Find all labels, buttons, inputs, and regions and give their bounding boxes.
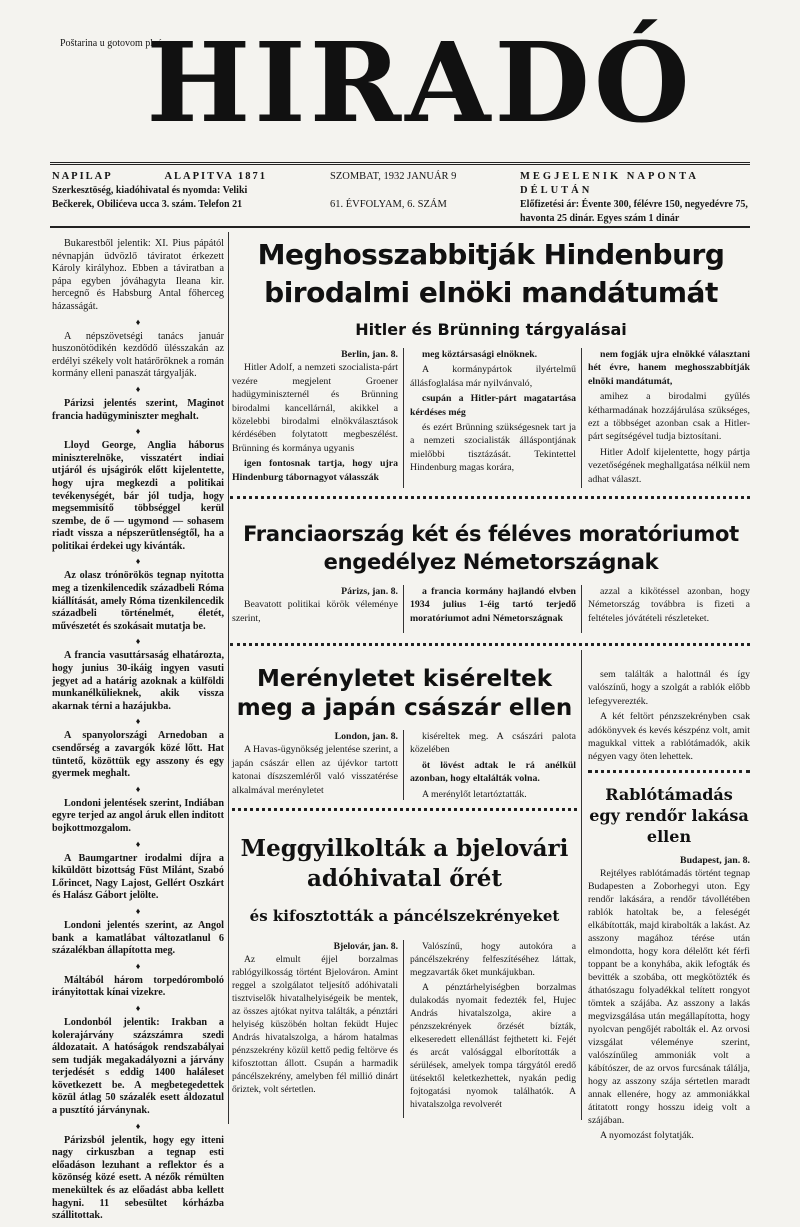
alapitva-label: ALAPITVA 1871: [164, 171, 267, 182]
article-paragraph: kiséreltek meg. A császári palota közelében: [410, 731, 576, 756]
brief-item: Londonból jelentik: Irakban a kolerajárvány százszámra szedi áldozatait. A hatóságok rendszabályai sem tudják megakadályozni a járvány terjedését s eddig 1400 haláleset következett be. A megbetegedettek közül átlag 50 százalék esett áldozatul a pusztító járványnak.: [52, 1016, 224, 1117]
bjelovar-headline: Meggyilkolták a bjelovári adóhivatal őrét: [240, 835, 569, 892]
header-left: [52, 170, 282, 212]
header-rule-top: [50, 162, 750, 165]
hindenburg-subhead: Hitler és Brünning tárgyalásai: [355, 320, 627, 339]
rablo-continued: [588, 668, 750, 766]
masthead-title: HIRADÓ: [146, 18, 694, 147]
article-paragraph: amihez a birodalmi gyűlés kétharmadának hozzájárulása szükséges, ezt a többséget azonban csak a Hitler-párt segítségével tudja biztosítani.: [588, 391, 750, 443]
article-paragraph: a francia kormány hajlandó elvben 1934 julius 1-éig tartó terjedő moratóriumot adni Németországnak: [410, 586, 576, 624]
japan-col1: [232, 730, 398, 799]
brief-item: A francia vasuttársaság elhatározta, hogy junius 30-ikáig ingyen vasuti jegyet ad a határig azoknak a külföldi munkanélkülieknek, akik vissza akarnak térni a hazájukba.: [52, 650, 224, 712]
bjelovar-dateline: Bjelovár, jan. 8.: [333, 941, 398, 952]
japan-col2: [410, 730, 576, 803]
article-paragraph: sem találták a halottnál és így valószínű, hogy a szolgát a rablók előbb lefegyverezték.: [588, 669, 750, 707]
hindenburg-headline: Meghosszabbitják Hindenburg birodalmi elnöki mandátumát: [257, 238, 725, 309]
brief-item: Párizsi jelentés szerint, Maginot francia hadügyminiszter meghalt.: [52, 397, 224, 422]
moratorium-dateline: Párizs, jan. 8.: [341, 586, 398, 597]
moratorium-col3: [588, 585, 750, 627]
subscription-price: Előfizetési ár: Évente 300, félévre 150, negyedévre 75, havonta 25 dinár. Egyes szám 1 dinár: [520, 199, 748, 224]
column-divider: [403, 940, 404, 1118]
napilap-label: NAPILAP: [52, 171, 113, 182]
article-paragraph: A két feltört pénzszekrényben csak adókönyvek és kevés készpénz volt, amit magukkal vittek a rablótámadók, akik négyen vagy öten lehettek.: [588, 711, 750, 763]
bjelovar-col1: [232, 940, 398, 1098]
rablo-dateline: Budapest, jan. 8.: [680, 855, 750, 866]
article-paragraph: Hitler Adolf, a nemzeti szocialista-párt vezére megjelent Groener hadügyminiszternél és Brünning birodalmi kancellárnál, akikkel a közelebbi birodalmi elnökválasztások kérdésében folytatott megbeszélést. Brünning és kormánya ugyanis: [232, 362, 398, 454]
article-paragraph: nem fogják ujra elnökké választani hét évre, hanem meghosszabbítják elnöki mandátumát,: [588, 349, 750, 387]
article-paragraph: és ezért Brünning szükségesnek tart ja a nemzeti szocialisták álláspontjának mielőbbi tisztázását. Tekintettel Hindenburg magas korára,: [410, 422, 576, 474]
moratorium-col2: [410, 585, 576, 627]
hindenburg-col1: [232, 348, 398, 486]
brief-item: Máltából három torpedóromboló irányitottak kínai vizekre.: [52, 974, 224, 999]
editorial-address: Szerkesztöség, kiadóhivatal és nyomda: Veliki Bečkerek, Obilićeva ucca 3. szám. Telefon 21: [52, 185, 248, 210]
header-rule-bottom: [50, 226, 750, 228]
section-divider: [230, 496, 750, 503]
moratorium-col1: [232, 585, 398, 627]
brief-item: A Baumgartner irodalmi díjra a kiküldött bizottság Füst Milánt, Szabó Lőrincet, Nagy Lajost, Gellért Oszkárt és Halász Gábort jelölte.: [52, 852, 224, 902]
brief-item: Londoni jelentés szerint, az Angol bank a kamatlábat változatlanul 6 százalékban állapította meg.: [52, 919, 224, 957]
article-paragraph: Hitler Adolf kijelentette, hogy pártja vezetőségének meghallgatása nélkül nem adhat választ.: [588, 446, 750, 485]
article-paragraph: öt lövést adtak le rá anélkül azonban, hogy eltalálták volna.: [410, 759, 576, 785]
article-paragraph: A merénylőt letartóztatták.: [422, 788, 527, 800]
japan-dateline: London, jan. 8.: [334, 731, 398, 742]
news-brief-column: Bukarestből jelentik: XI. Pius pápától névnapján üdvözlő táviratot érkezett Károly királyhoz. Ebben a táviratban a pápa egyben jóváhagyta Ileana kir. hercegnő és Habsburg Antal főherceg házasságát. ♦ A népszövetségi tanács január huszonötödikén kezdődő ülésszakán az erdélyi székely volt határőröknek a román kormány elleni panaszát tárgyalják. ♦ Párizsi jelentés szerint, Maginot francia hadügyminiszter meghalt. ♦ Lloyd George, Anglia háborus miniszterelnöke, visszatért indiai utjáról és ujságirók előtt kijelentette, hogy ujra megkezdi a politikai tevékenységét, bár jól tudja, hogy megsemmisítő többséggel kerül szembe, de ő — ugymond — sohasem riadt vissza a népszerütlenségtől, ha a politikai érdekei ugy kivánták. ♦ Az olasz trónörökös tegnap nyitotta meg a tizenkilencedik századbeli Róma kiállítását, amely Róma tizenkilencedik századbeli történelmét, életét, művészetét és szokásait mutatja be. ♦ A francia vasuttársaság elhatározta, hogy junius 30-ikáig ingyen vasuti jegyet ad a határig azoknak a külföldi munkanélkülieknek, akik vissza akarnak térni a hazájukba. ♦ A spanyolországi Arnedoban a csendőrség a zavargók közé lőtt. Hat tüntető, közöttük egy asszony és egy gyermek meghalt. ♦ Londoni jelentések szerint, Indiában egyre terjed az angol áruk ellen inditott bojkottmozgalom. ♦ A Baumgartner irodalmi díjra a kiküldött bizottság Füst Milánt, Szabó Lőrincet, Nagy Lajost, Gellért Oszkárt és Halász Gábort jelölte. ♦ Londoni jelentés szerint, az Angol bank a kamatlábat változatlanul 6 százalékban állapította meg. ♦ Máltából három torpedóromboló irányitottak kínai vizekre. ♦ Londonból jelentik: Irakban a kolerajárvány százszámra szedi áldozatait. A hatóságok rendszabályai sem tudják megakadályozni a járvány terjedését s eddig 1400 haláleset következett be. A megbetegedettek közül átlag 50 százalék esett áldozatul a pusztító járványnak. ♦ Párizsból jelentik, hogy egy itteni nagy cirkuszban a tegnap esti előadáson lezuhant a reflektor és a közönség közé esett. A nézők rémülten menekültek és az előadást abba kellett hagyni. 11 sebesültet kórházba szállitottak.: [52, 238, 224, 1222]
section-divider: [230, 643, 750, 650]
article-paragraph: Beavatott politikai körök véleménye szerint,: [232, 599, 398, 624]
brief-item: Lloyd George, Anglia háborus miniszterelnöke, visszatért indiai utjáról és ujságirók előtt kijelentette, hogy ujra megkezdi a politikai tevékenységét, bár jól tudja, hogy megsemmisítő többséggel kerül szembe, de ő — ugymond — sohasem riadt vissza a népszerütlenségtől, ha a politikai érdekei ugy kivánták.: [52, 440, 224, 552]
article-paragraph: A pénztárhelyiségben borzalmas dulakodás nyomait fedezték fel, Hujec András hivatalszolga, akire a pénzszekrények őrzését bízták, elkeseredett ellenállást fejthetett ki. Fejét és arcát valósággal elborították a sérülések, amelyek tompa tárgyától eredő ütésektől keletkezhettek, nyakán pedig fojtogatási nyomok találhatók. A hivatalszolga revolverét: [410, 982, 576, 1110]
article-paragraph: meg köztársasági elnöknek.: [422, 349, 538, 360]
right-column-divider: [581, 650, 582, 1120]
brief-item: A spanyolországi Arnedoban a csendőrség a zavargók közé lőtt. Hat tüntető, közöttük egy asszony és egy gyermek meghalt.: [52, 730, 224, 780]
article-paragraph: A nyomozást folytatják.: [600, 1130, 694, 1141]
section-divider: [232, 808, 577, 815]
column-divider: [581, 585, 582, 633]
article-paragraph: csupán a Hitler-párt magatartása kérdéses még: [410, 393, 576, 418]
brief-item: Bukarestből jelentik: XI. Pius pápától névnapján üdvözlő táviratot érkezett Károly királyhoz. Ebben a táviratban a pápa egyben jóváhagyta Ileana kir. hercegnő és Habsburg Antal főherceg házasságát.: [52, 238, 224, 312]
issue-date: SZOMBAT, 1932 JANUÁR 9: [330, 171, 457, 182]
hindenburg-dateline: Berlin, jan. 8.: [341, 349, 398, 360]
article-paragraph: Valószínű, hogy autokóra a páncélszekrény felfeszítéséhez láttak, megzavarták őket munkájukban.: [410, 941, 576, 978]
rablo-headline: Rablótámadás egy rendőr lakása ellen: [589, 785, 749, 846]
issue-volume: 61. ÉVFOLYAM, 6. SZÁM: [330, 199, 447, 210]
bjelovar-subhead: és kifosztották a páncélszekrényeket: [249, 907, 560, 925]
header-center: [330, 170, 490, 212]
megjelenik-label: MEGJELENIK NAPONTA DÉLUTÁN: [520, 171, 699, 196]
column-divider: [581, 348, 582, 488]
bjelovar-col2: [410, 940, 576, 1113]
brief-item: Párizsból jelentik, hogy egy itteni nagy cirkuszban a tegnap esti előadáson lezuhant a reflektor és a közönség közé esett. A nézők rémülten menekültek és az előadást abba kellett hagyni. 11 sebesültet kórházba szállitottak.: [52, 1134, 224, 1222]
hindenburg-col2: [410, 348, 576, 477]
section-divider: [588, 770, 750, 777]
moratorium-headline: Franciaország két és féléves moratóriumot engedélyez Németországnak: [243, 522, 739, 574]
article-paragraph: A kormánypártok ilyértelmű állásfoglalása már nyilvánvaló,: [410, 364, 576, 389]
rablo-body: [588, 854, 750, 1144]
brief-item: Londoni jelentések szerint, Indiában egyre terjed az angol áruk ellen inditott bojkottmozgalom.: [52, 797, 224, 834]
brief-item: Az olasz trónörökös tegnap nyitotta meg a tizenkilencedik századbeli Róma kiállítását, amely Róma tizenkilencedik századbeli történelmét, életét, művészetét és szokásait mutatja be.: [52, 570, 224, 632]
header-right: [520, 170, 750, 226]
article-paragraph: Az elmult éjjel borzalmas rablógyilkosság történt Bjelováron. Amint reggel a szolgálatot teljesítő adóhivatali tisztviselők hivatalhelyiségeik be mentek, az összes ajtókat nyitva találták, a pénztári helyiség küszöbén holtan feküdt Hujec András hivatalszolga, a három hatalmas pénzszekrény közül kettő pedig feltörve és kifosztottan állott. Csupán a harmadik páncélszekrény, amelyben fél millió dinárt őriztek, volt sértetlen.: [232, 954, 398, 1095]
japan-headline: Merényletet kiséreltek meg a japán császár ellen: [236, 666, 573, 721]
column-divider: [403, 730, 404, 800]
hindenburg-col3: [588, 348, 750, 488]
article-paragraph: A Havas-ügynökség jelentése szerint, a japán császár ellen az újévkor tartott katonai díszszemléről való visszatérése alkalmával merényletet: [232, 744, 398, 796]
article-paragraph: igen fontosnak tartja, hogy ujra Hindenburg tábornagyot válasszák: [232, 458, 398, 483]
column-divider: [403, 585, 404, 633]
column-divider: [403, 348, 404, 488]
article-paragraph: Rejtélyes rablótámadás történt tegnap Budapesten a Zoborhegyi uton. Egy rendőr lakására, a rendőr távollétében rablók hatoltak be, a feleségét elkábították, majd kirabolták a lakást. Az asszony magához térése után elmondotta, hogy kora délelőtt két férfi toppant be a konyhába, akik lefogták és bevitték a szobába, ott megkötözték és áthatószagu folyadékkal telített rongyot tömtek a szájába. Az asszony a lakás megvizsgálása után megállapította, hogy nyolcvan pengőjét rabolták el. Az orvosi vizsgálat véleménye szerint, valószínűleg ammoniák volt a kábítószer, de az orvos furcsának tálálja, hogy az asszony szája sértetlen maradt annak ellenére, hogy az ammoniákkal átitatott rongy hosszu ideig volt a szájában.: [588, 868, 750, 1126]
article-paragraph: azzal a kikötéssel azonban, hogy Németország továbbra is fizeti a feltételes jóvátételi részleteket.: [588, 586, 750, 624]
postage-note: Poštarina u gotovom plaćena.: [60, 38, 179, 49]
brief-item: A népszövetségi tanács január huszonötödikén kezdődő ülésszakán az erdélyi székely volt határőröknek a román kormány elleni panaszát tárgyalják.: [52, 330, 224, 380]
left-column-divider: [228, 232, 229, 1124]
